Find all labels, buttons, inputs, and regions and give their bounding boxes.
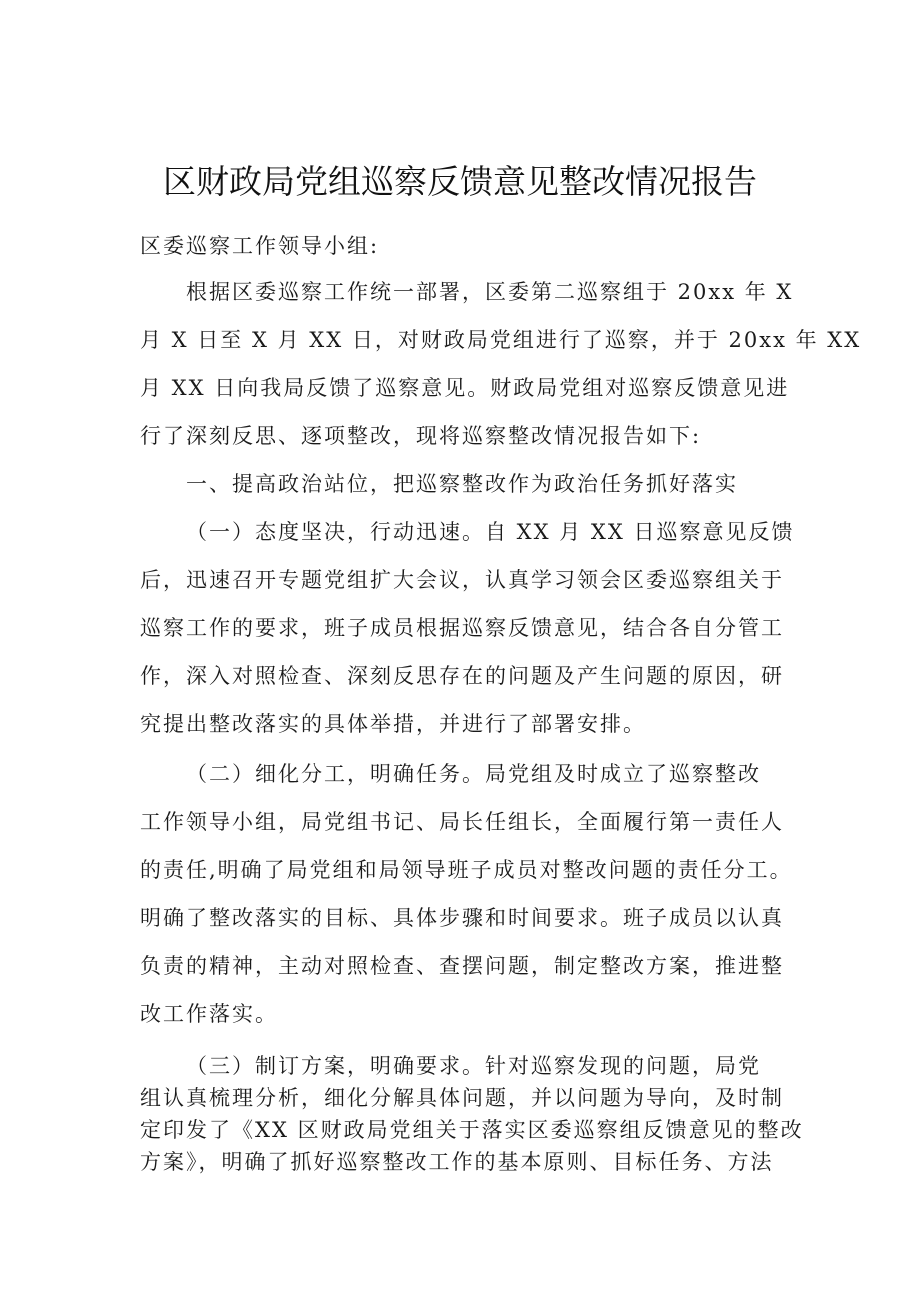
- paragraph-line: 月 X 日至 X 月 XX 日，对财政局党组进行了巡察，并于 20xx 年 XX: [140, 328, 862, 352]
- paragraph-line: 行了深刻反思、逐项整改，现将巡察整改情况报告如下:: [140, 424, 702, 448]
- paragraph-line: 巡察工作的要求，班子成员根据巡察反馈意见，结合各自分管工: [140, 616, 784, 640]
- item-1-paragraph: [140, 508, 795, 748]
- paragraph-line: （二）细化分工，明确任务。局党组及时成立了巡察整改: [186, 762, 761, 786]
- paragraph-line: 的责任,明确了局党组和局领导班子成员对整改问题的责任分工。: [140, 858, 793, 882]
- intro-paragraph: [140, 268, 862, 460]
- paragraph-line: 究提出整改落实的具体举措，并进行了部署安排。: [140, 712, 646, 736]
- paragraph-line: 组认真梳理分析，细化分解具体问题，并以问题为导向，及时制: [140, 1086, 784, 1110]
- paragraph-line: 根据区委巡察工作统一部署，区委第二巡察组于 20xx 年 X: [186, 280, 794, 304]
- section-heading-text: 一、提高政治站位，把巡察整改作为政治任务抓好落实: [186, 472, 738, 496]
- item-2-paragraph: [140, 750, 793, 1038]
- item-3-paragraph: [140, 1050, 804, 1178]
- paragraph-line: （三）制订方案，明确要求。针对巡察发现的问题，局党: [186, 1054, 761, 1078]
- paragraph-line: 方案》，明确了抓好巡察整改工作的基本原则、目标任务、方法: [140, 1150, 774, 1174]
- paragraph-line: （一）态度坚决，行动迅速。自 XX 月 XX 日巡察意见反馈: [186, 520, 795, 544]
- paragraph-line: 明确了整改落实的目标、具体步骤和时间要求。班子成员以认真: [140, 906, 784, 930]
- document-title: 区财政局党组巡察反馈意见整改情况报告: [163, 162, 757, 201]
- paragraph-line: 月 XX 日向我局反馈了巡察意见。财政局党组对巡察反馈意见进: [140, 376, 790, 400]
- paragraph-line: 作，深入对照检查、深刻反思存在的问题及产生问题的原因，研: [140, 664, 784, 688]
- paragraph-line: 改工作落实。: [140, 1002, 278, 1026]
- paragraph-line: 后，迅速召开专题党组扩大会议，认真学习领会区委巡察组关于: [140, 568, 784, 592]
- paragraph-line: 负责的精神，主动对照检查、查摆问题，制定整改方案，推进整: [140, 954, 784, 978]
- paragraph-line: 定印发了《XX 区财政局党组关于落实区委巡察组反馈意见的整改: [140, 1118, 804, 1142]
- salutation: 区委巡察工作领导小组:: [140, 234, 380, 258]
- section-heading-1: [140, 460, 790, 508]
- paragraph-line: 工作领导小组，局党组书记、局长任组长，全面履行第一责任人: [140, 810, 784, 834]
